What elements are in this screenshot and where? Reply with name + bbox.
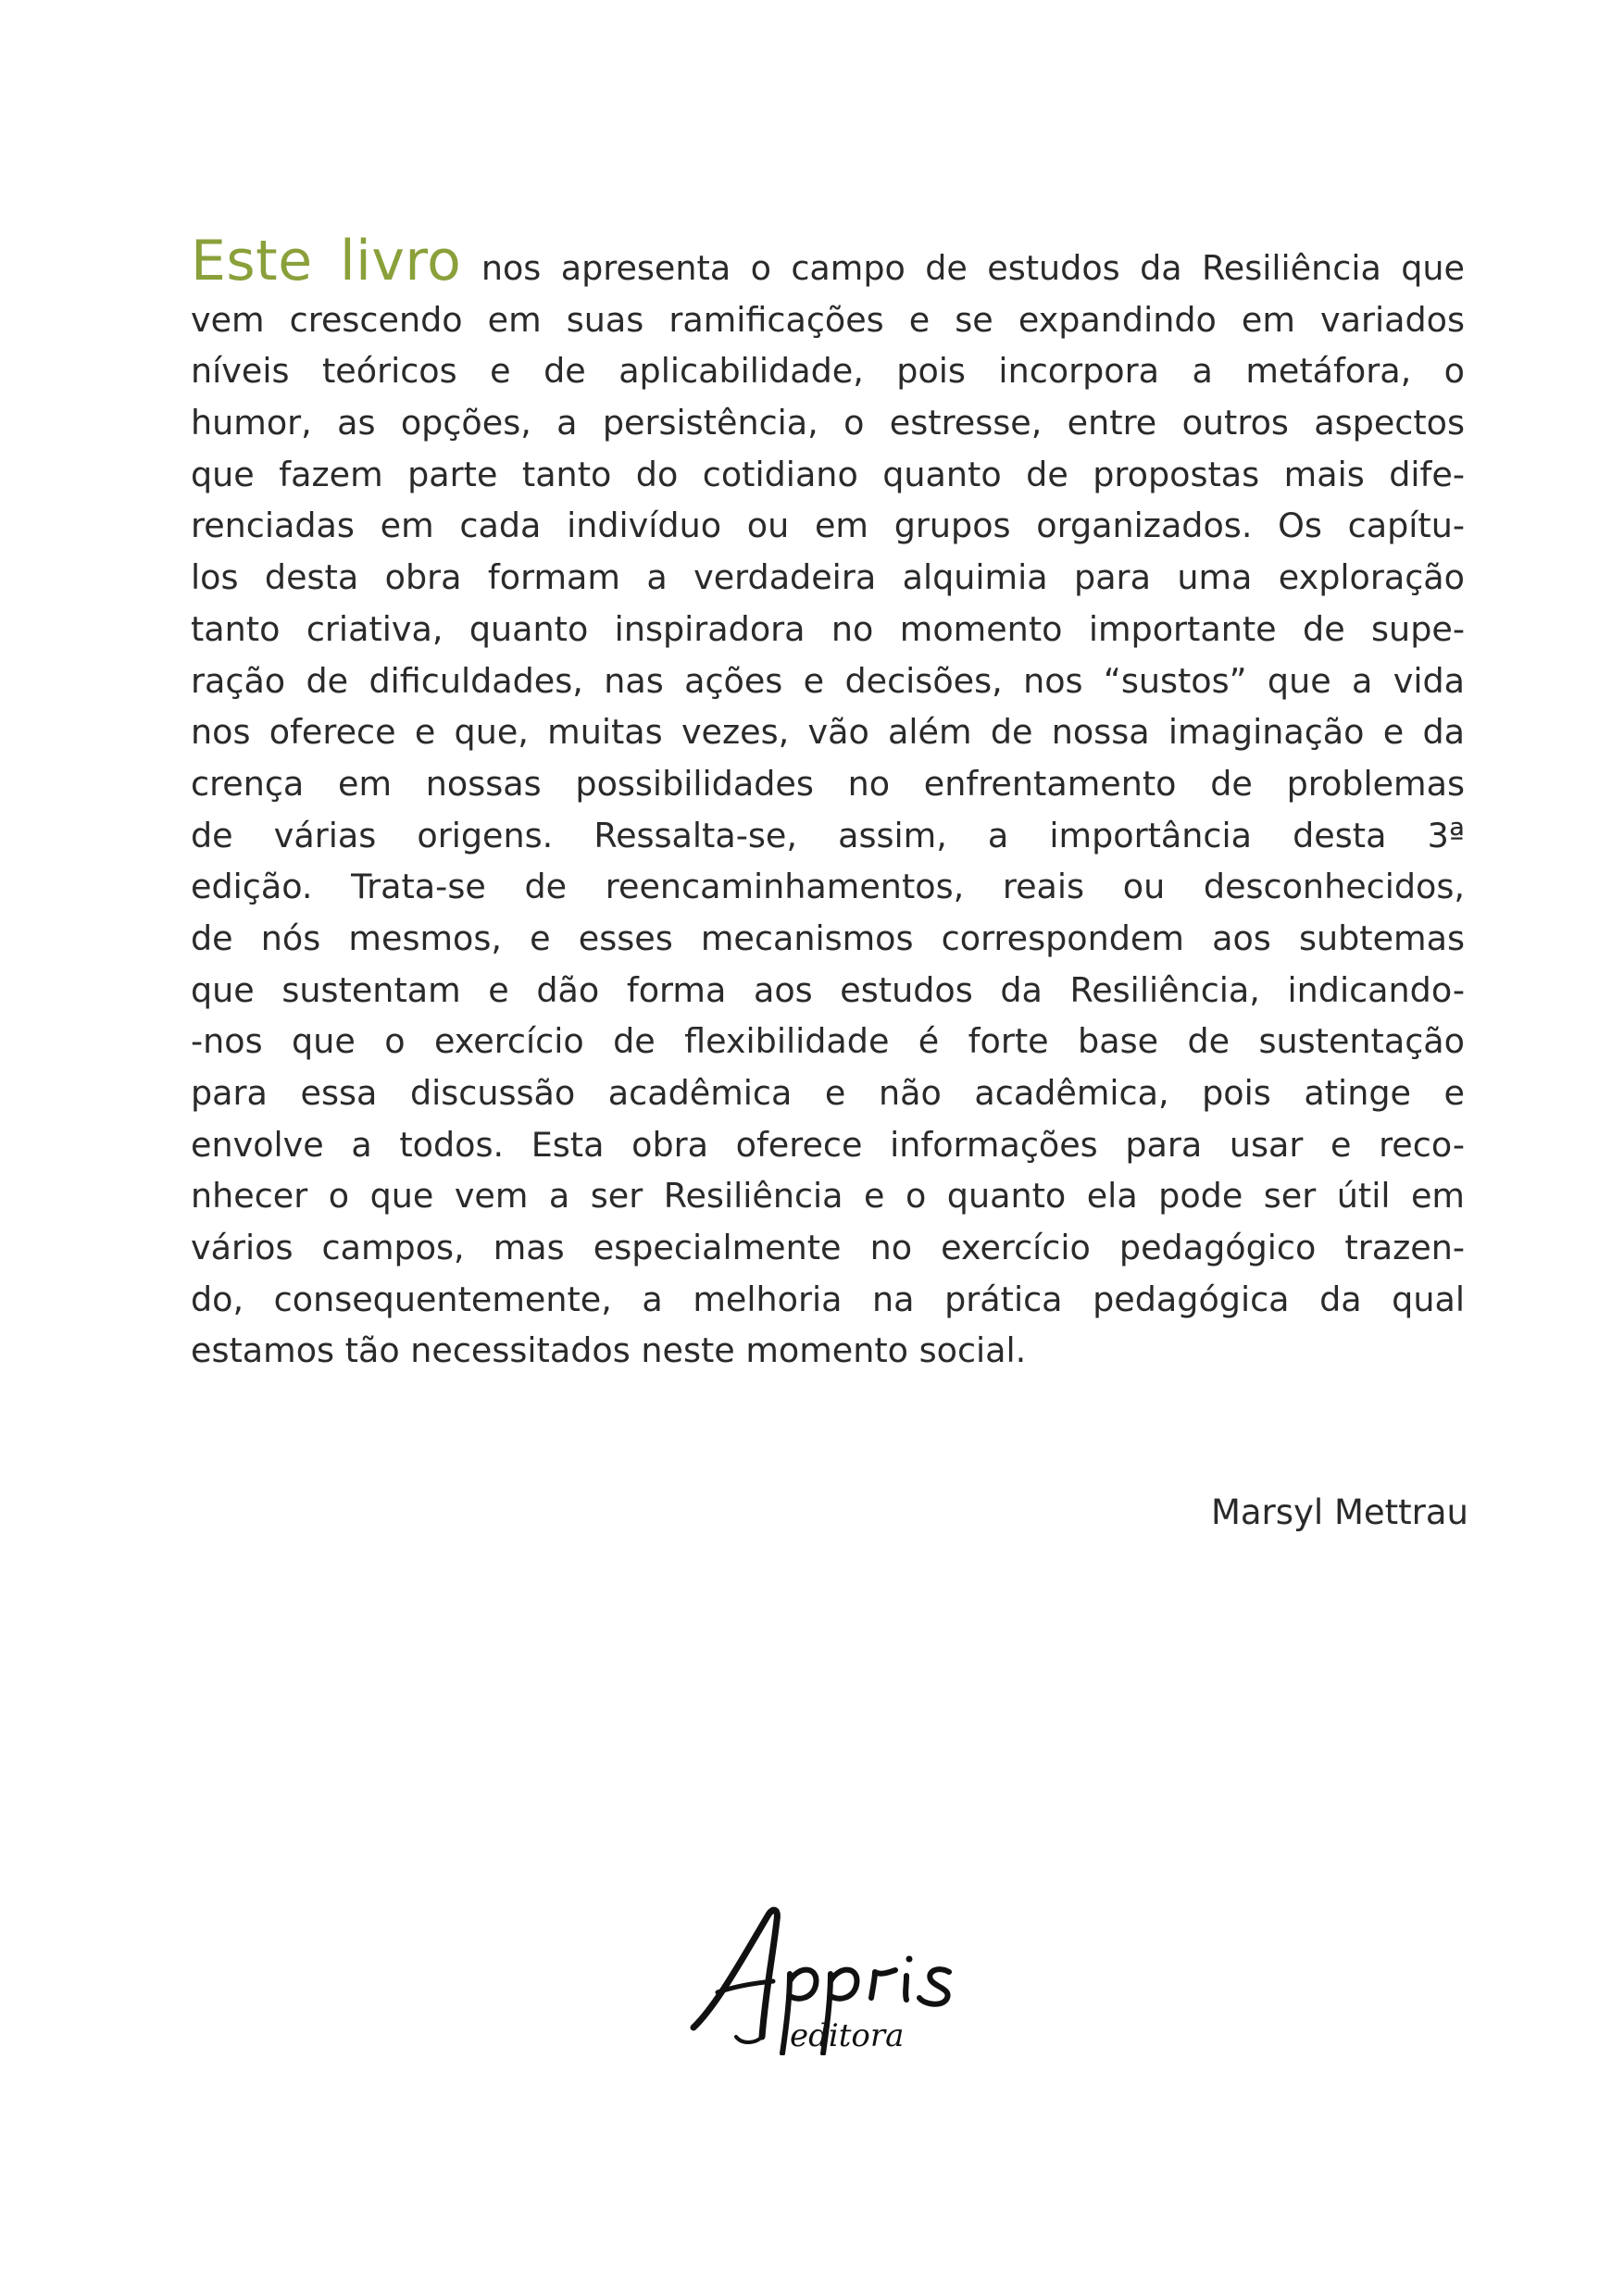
- blurb-line: crença em nossas possibilidades no enfrentamento de problemas: [191, 763, 1465, 804]
- blurb-line: de várias origens. Ressalta-se, assim, a importância desta 3ª: [191, 815, 1465, 855]
- appris-logo-icon: [681, 1898, 995, 2055]
- blurb-line: de nós mesmos, e esses mecanismos correspondem aos subtemas: [191, 917, 1465, 958]
- blurb-line: tanto criativa, quanto inspiradora no momento importante de supe-: [191, 608, 1465, 649]
- blurb-line: humor, as opções, a persistência, o estresse, entre outros aspectos: [191, 403, 1465, 443]
- blurb-line: níveis teóricos e de aplicabilidade, pois incorpora a metáfora, o: [191, 351, 1465, 392]
- blurb-line: vem crescendo em suas ramificações e se expandindo em variados: [191, 299, 1465, 340]
- blurb-line: nos oferece e que, muitas vezes, vão além de nossa imaginação e da: [191, 712, 1465, 753]
- blurb-line: estamos tão necessitados neste momento social.: [191, 1330, 1027, 1371]
- author-signature: Marsyl Mettrau: [1210, 1492, 1468, 1532]
- blurb-line: los desta obra formam a verdadeira alquimia para uma exploração: [191, 557, 1465, 598]
- blurb-line: ração de dificuldades, nas ações e decisões, nos “sustos” que a vida: [191, 660, 1465, 701]
- logo-subtext: editora: [790, 2017, 905, 2054]
- publisher-logo: [681, 1898, 995, 2055]
- blurb-paragraph: [191, 229, 1466, 1377]
- blurb-line: para essa discussão acadêmica e não acadêmica, pois atinge e: [191, 1073, 1465, 1113]
- blurb-line: -nos que o exercício de flexibilidade é forte base de sustentação: [191, 1021, 1465, 1062]
- blurb-line: edição. Trata-se de reencaminhamentos, reais ou desconhecidos,: [191, 867, 1465, 907]
- blurb-line: renciadas em cada indivíduo ou em grupos organizados. Os capítu-: [191, 505, 1465, 546]
- blurb-line: que sustentam e dão forma aos estudos da Resiliência, indicando-: [191, 969, 1465, 1010]
- blurb-line: que fazem parte tanto do cotidiano quanto de propostas mais dife-: [191, 454, 1465, 494]
- blurb-line: envolve a todos. Esta obra oferece informações para usar e reco-: [191, 1124, 1465, 1165]
- blurb-line: nhecer o que vem a ser Resiliência e o quanto ela pode ser útil em: [191, 1176, 1465, 1217]
- blurb-line: do, consequentemente, a melhoria na prática pedagógica da qual: [191, 1279, 1465, 1319]
- blurb-line: Este livro nos apresenta o campo de estudos da Resiliência que: [191, 229, 1466, 293]
- blurb-lead: Este livro: [191, 229, 462, 293]
- blurb-line: vários campos, mas especialmente no exercício pedagógico trazen-: [191, 1228, 1465, 1268]
